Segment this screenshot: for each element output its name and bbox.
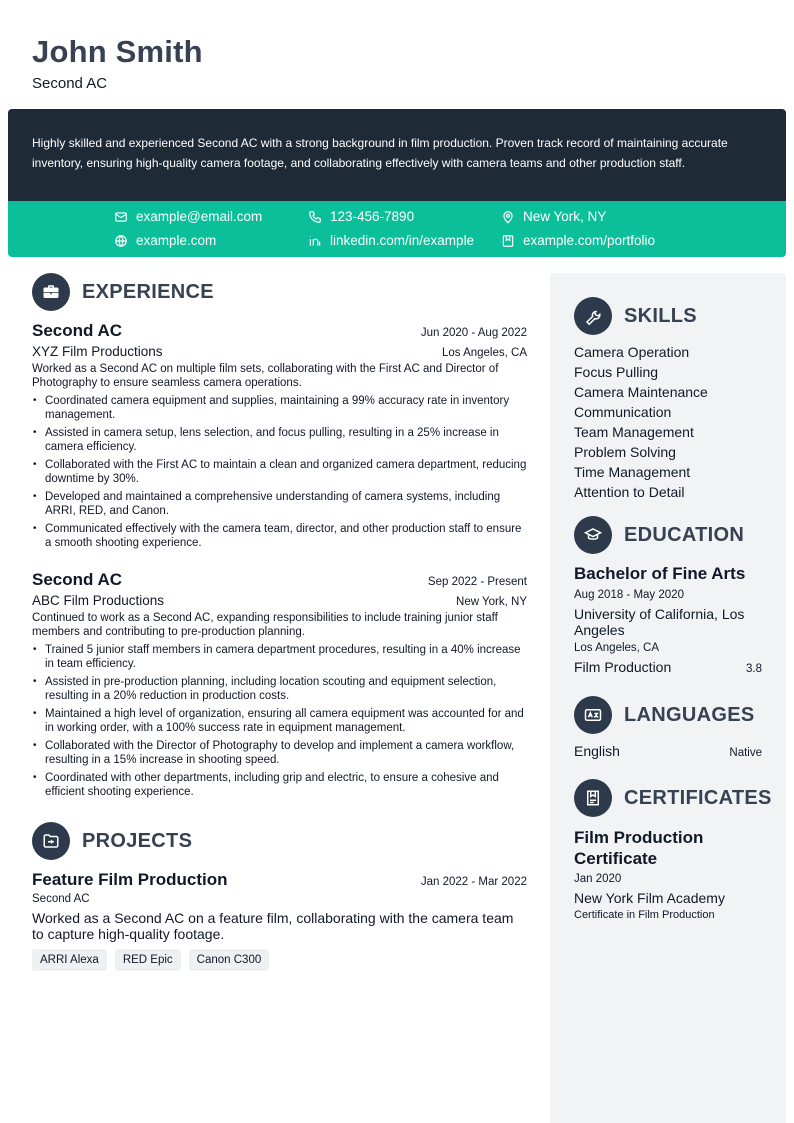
mail-icon — [114, 210, 128, 224]
skill-item: Focus Pulling — [574, 364, 659, 380]
contact-website[interactable] — [114, 233, 216, 248]
project-entry — [32, 870, 527, 971]
certificates-heading — [574, 779, 772, 817]
contact-portfolio[interactable] — [501, 233, 655, 248]
job-bullet: • Developed and maintained a comprehensive understanding of camera systems, including ARRI, RED, and Canon. — [32, 490, 527, 518]
project-tag: Canon C300 — [189, 949, 270, 971]
job-description: Worked as a Second AC on multiple film sets, collaborating with the First AC and Director of Photography to ensure seamless camera operations. — [32, 363, 499, 389]
certificate-title: Film Production Certificate — [574, 828, 704, 868]
job-company: XYZ Film Productions — [32, 344, 163, 359]
skill-item: Problem Solving — [574, 444, 676, 460]
graduation-cap-icon — [574, 516, 612, 554]
contact-email[interactable] — [114, 209, 262, 224]
wrench-icon — [574, 297, 612, 335]
summary-panel — [8, 109, 786, 201]
education-field: Film Production — [574, 659, 672, 675]
experience-title: EXPERIENCE — [82, 280, 214, 303]
education-entry — [574, 564, 762, 675]
contact-phone-text: 123-456-7890 — [330, 209, 415, 224]
candidate-name: John Smith — [32, 34, 203, 69]
job-bullet: • Assisted in pre-production planning, including location scouting and equipment selection, resulting in a 20% reduction in production costs. — [32, 675, 527, 703]
skill-item: Camera Maintenance — [574, 384, 708, 400]
project-title: Feature Film Production — [32, 870, 228, 889]
education-degree: Bachelor of Fine Arts — [574, 564, 746, 583]
skills-title: SKILLS — [624, 304, 697, 327]
education-title: EDUCATION — [624, 523, 745, 546]
education-dates: Aug 2018 - May 2020 — [574, 589, 684, 601]
resume-header — [32, 34, 203, 92]
contact-email-text: example@email.com — [136, 209, 263, 224]
skill-item: Time Management — [574, 464, 691, 480]
job-bullet: • Collaborated with the Director of Photography to develop and implement a camera workflow, resulting in a 15% increase in shooting speed. — [32, 739, 527, 767]
job-entry — [32, 570, 527, 803]
certificate-entry — [574, 827, 762, 921]
projects-heading — [32, 822, 192, 860]
job-bullet: • Trained 5 junior staff members in camera department procedures, resulting in a 40% increase in team efficiency. — [32, 643, 527, 671]
education-gpa: 3.8 — [746, 663, 762, 675]
contact-website-text: example.com — [136, 233, 217, 248]
contact-phone[interactable] — [308, 209, 414, 224]
project-tag: ARRI Alexa — [32, 949, 107, 971]
certificate-issuer: New York Film Academy — [574, 890, 725, 906]
folder-icon — [32, 822, 70, 860]
contact-linkedin[interactable] — [308, 233, 474, 248]
skill-item: Attention to Detail — [574, 484, 685, 500]
linkedin-icon — [308, 234, 322, 248]
skills-list — [574, 342, 762, 502]
job-bullet: • Coordinated camera equipment and supplies, maintaining a 99% accuracy rate in inventory management. — [32, 394, 527, 422]
job-bullets — [32, 643, 527, 799]
certificate-date: Jan 2020 — [574, 873, 622, 885]
contact-linkedin-text: linkedin.com/in/example — [330, 233, 475, 248]
briefcase-icon — [32, 273, 70, 311]
language-level: Native — [729, 747, 762, 759]
job-entry — [32, 321, 527, 554]
job-bullet: • Collaborated with the First AC to maintain a clean and organized camera department, reducing downtime by 30%. — [32, 458, 527, 486]
contact-bar — [8, 201, 786, 257]
job-title: Second AC — [32, 570, 123, 589]
languages-heading — [574, 696, 754, 734]
certificate-icon — [574, 779, 612, 817]
skill-item: Team Management — [574, 424, 694, 440]
languages-title: LANGUAGES — [624, 703, 755, 726]
candidate-title: Second AC — [32, 75, 108, 92]
job-bullet: • Maintained a high level of organization, ensuring all camera equipment was accounted for and in working order, with a 100% success rate in equipment management. — [32, 707, 527, 735]
projects-title: PROJECTS — [82, 829, 193, 852]
job-bullet: • Communicated effectively with the camera team, director, and other production staff to ensure a smooth shooting experience. — [32, 522, 527, 550]
project-description: Worked as a Second AC on a feature film, collaborating with the camera team to capture high-quality footage. — [32, 910, 514, 942]
job-location: New York, NY — [456, 596, 527, 608]
portfolio-icon — [501, 234, 515, 248]
project-tag: RED Epic — [115, 949, 181, 971]
education-heading — [574, 516, 744, 554]
job-title: Second AC — [32, 321, 123, 340]
translate-icon — [574, 696, 612, 734]
job-bullet: • Coordinated with other departments, including grip and electric, to ensure a cohesive and efficient shooting experience. — [32, 771, 527, 799]
skill-item: Camera Operation — [574, 344, 690, 360]
map-pin-icon — [501, 210, 515, 224]
summary-text: Highly skilled and experienced Second AC with a strong background in film production. Proven track record of maintaining accurate inventory, ensuring high-quality camera footage, and collaborating effectively with camera teams and other production staff. — [32, 136, 728, 170]
job-company: ABC Film Productions — [32, 593, 165, 608]
language-name: English — [574, 743, 620, 759]
job-dates: Sep 2022 - Present — [427, 576, 527, 588]
certificate-description: Certificate in Film Production — [574, 909, 715, 921]
globe-icon — [114, 234, 128, 248]
education-location: Los Angeles, CA — [574, 642, 660, 654]
job-bullets — [32, 394, 527, 550]
experience-heading — [32, 273, 214, 311]
contact-location-text: New York, NY — [523, 209, 607, 224]
job-location: Los Angeles, CA — [441, 347, 527, 359]
skills-heading — [574, 297, 697, 335]
phone-icon — [308, 210, 322, 224]
education-school: University of California, Los Angeles — [574, 606, 745, 638]
language-entry — [574, 743, 762, 759]
project-tags — [32, 949, 527, 971]
job-dates: Jun 2020 - Aug 2022 — [420, 327, 527, 339]
certificates-title: CERTIFICATES — [624, 786, 772, 809]
project-dates: Jan 2022 - Mar 2022 — [420, 876, 527, 888]
job-description: Continued to work as a Second AC, expanding responsibilities to include training junior staff members and contributing to pre-production planning. — [32, 612, 498, 638]
skill-item: Communication — [574, 404, 672, 420]
project-role: Second AC — [32, 893, 90, 905]
contact-portfolio-text: example.com/portfolio — [523, 233, 656, 248]
job-bullet: • Assisted in camera setup, lens selection, and focus pulling, resulting in a 25% increase in camera efficiency. — [32, 426, 527, 454]
contact-location — [501, 209, 606, 224]
